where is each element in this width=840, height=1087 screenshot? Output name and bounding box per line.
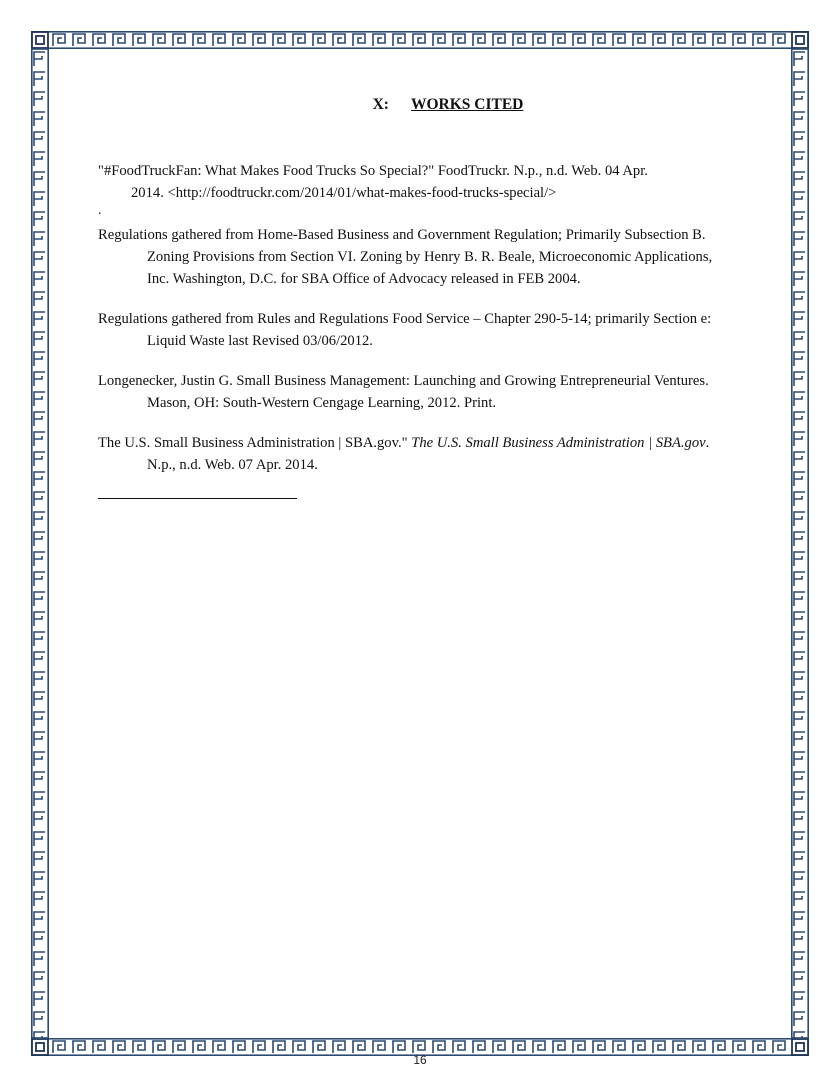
citation-entry-foodtruckr xyxy=(98,160,738,204)
border-top-pattern xyxy=(31,31,809,49)
citation-text: . N.p., n.d. Web. 07 Apr. 2014. xyxy=(147,435,710,473)
section-number: X: xyxy=(372,96,389,113)
citation-url: 2014. <http://foodtruckr.com/2014/01/what-makes-food-trucks-special/> xyxy=(131,185,557,201)
citation-entry-home-based-regulation: Regulations gathered from Home-Based Business and Government Regulation; Primarily Subsection B. Zoning Provisions from Section VI. Zoning by Henry B. R. Beale, Microeconomic Applications, Inc. Washington, D.C. for SBA Office of Advocacy released in FEB 2004. xyxy=(98,227,713,287)
citation-entry-longenecker: Longenecker, Justin G. Small Business Management: Launching and Growing Entrepreneurial Ventures. Mason, OH: South-Western Cengage Learning, 2012. Print. xyxy=(98,373,709,411)
section-heading xyxy=(98,96,738,114)
citation-text: "#FoodTruckFan: What Makes Food Trucks So Special?" FoodTruckr. N.p., n.d. Web. 04 Apr. xyxy=(98,163,648,179)
citation-italic-title: The U.S. Small Business Administration | SBA.gov xyxy=(411,435,706,451)
citation-text: The U.S. Small Business Administration | SBA.gov." xyxy=(98,435,412,451)
page-number: 16 xyxy=(413,1053,427,1067)
section-title: WORKS CITED xyxy=(410,96,524,113)
works-cited-section xyxy=(98,96,738,499)
border-right-pattern xyxy=(791,31,809,1056)
citation-entry-sba xyxy=(98,432,738,476)
border-left-pattern xyxy=(31,31,49,1056)
footnote-separator-line xyxy=(98,498,297,499)
stray-period: . xyxy=(98,203,102,218)
citation-entry-food-service-rules: Regulations gathered from Rules and Regulations Food Service – Chapter 290-5-14; primarily Section e: Liquid Waste last Revised 03/06/2012. xyxy=(98,311,712,349)
